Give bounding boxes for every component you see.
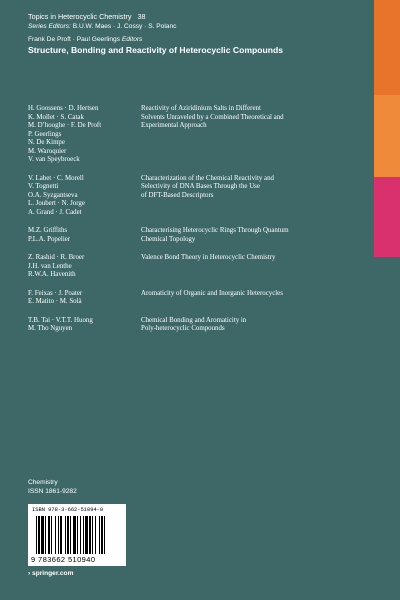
barcode-bar (77, 516, 78, 554)
contents-entry (28, 175, 373, 218)
author-line: J.H. van Lenthe (28, 262, 72, 270)
contents-entry (28, 290, 373, 307)
entry-authors (28, 105, 141, 165)
title-line: Chemical Bonding and Aromaticity in (141, 316, 247, 324)
author-line: Z. Rashid · R. Broer (28, 254, 85, 261)
author-line: H. Goossens · D. Hertsen (28, 105, 99, 112)
entry-authors (28, 254, 141, 280)
barcode-bar (48, 516, 50, 554)
issn-label: ISSN 1861-9282 (28, 488, 77, 495)
barcode-bar (85, 516, 88, 554)
cover-footer (28, 478, 178, 496)
entry-authors (28, 317, 141, 334)
barcode-bar (101, 516, 103, 554)
barcode-bars (36, 516, 120, 554)
entry-title (141, 227, 366, 244)
series-editors: B.U.W. Maes · J. Cossy · S. Polanc (72, 23, 177, 30)
author-line: M. Tho Nguyen (28, 325, 73, 332)
entry-authors (28, 175, 141, 218)
barcode-bar (83, 516, 84, 554)
title-line: Characterization of the Chemical Reactivity and (141, 174, 274, 182)
entry-authors (28, 227, 141, 244)
barcode-bar (104, 516, 105, 554)
isbn-label: ISBN 978-3-662-51094-0 (32, 507, 104, 513)
barcode-bar (41, 516, 44, 554)
barcode-bar (60, 516, 62, 554)
volume-editors: Frank De Proft · Paul Geerlings (28, 36, 120, 43)
barcode-bar (89, 516, 91, 554)
author-line: P.L.A. Popelier (28, 235, 71, 243)
author-line: F. Feixas · J. Poater (28, 289, 83, 297)
barcode-bar (67, 516, 69, 554)
barcode-bar (73, 516, 76, 554)
title-line: Experimental Approach (141, 122, 207, 129)
entry-authors (28, 290, 141, 307)
author-line: T.B. Tai · V.T.T. Huong (28, 316, 93, 324)
barcode-bar (45, 516, 46, 554)
title-line: Poly-heterocyclic Compounds (141, 325, 225, 332)
title-line: Solvents Unraveled by a Combined Theoretical and (141, 113, 284, 121)
author-line: R.W.A. Havenith (28, 271, 76, 278)
title-line: Aromaticity of Organic and Inorganic Heterocycles (141, 289, 283, 297)
entry-title (141, 317, 366, 334)
author-line: N. De Kimpe (28, 139, 65, 146)
barcode-bar (70, 516, 71, 554)
cover-header (28, 12, 368, 56)
entry-title (141, 254, 366, 280)
barcode-number: 9 783662 510940 (31, 555, 96, 564)
title-line: Reactivity of Aziridinium Salts in Different (141, 105, 261, 112)
barcode-bar (65, 516, 66, 554)
contents-entry (28, 227, 373, 244)
author-line: M.Z. Griffiths (28, 227, 68, 234)
barcode-bar (58, 516, 59, 554)
author-line: P. Geerlings (28, 130, 62, 138)
entry-title (141, 290, 366, 307)
barcode-bar (80, 516, 81, 554)
publisher-link[interactable]: › springer.com (28, 570, 74, 577)
accent-stripe-pink (374, 177, 400, 257)
volume-editors-line (28, 35, 368, 44)
barcode-bar (99, 516, 100, 554)
author-line: V. Tognetti (28, 183, 59, 190)
entry-title (141, 175, 366, 218)
author-line: A. Grand · J. Cadet (28, 208, 82, 216)
series-name: Topics in Heterocyclic Chemistry (28, 12, 132, 21)
contents-entry (28, 317, 373, 334)
contents-entry (28, 105, 373, 165)
barcode-bar (51, 516, 52, 554)
author-line: K. Mollet · S. Catak (28, 113, 84, 121)
title-line: Characterising Heterocyclic Rings Through Quantum (141, 227, 289, 234)
title-line: Valence Bond Theory in Heterocyclic Chemistry (141, 254, 276, 261)
accent-stripe-orange (374, 0, 400, 95)
accent-stripe-orange-light (374, 95, 400, 177)
title-line: of DFT-Based Descriptors (141, 191, 214, 199)
author-line: O.A. Syzgantseva (28, 191, 78, 199)
volume-editors-label: Editors (121, 36, 143, 43)
subject-label: Chemistry (28, 479, 58, 486)
barcode-bar (36, 516, 37, 554)
barcode-bar (92, 516, 93, 554)
barcode-bar (55, 516, 56, 554)
author-line: L. Joubert · N. Jorge (28, 200, 85, 207)
barcode-bar (38, 516, 40, 554)
series-editors-label: Series Editors: (28, 23, 71, 30)
volume-number: 38 (137, 12, 146, 21)
contents-entry (28, 254, 373, 280)
barcode-bar (95, 516, 96, 554)
author-line: V. Labet · C. Morell (28, 174, 84, 182)
title-line: Chemical Topology (141, 235, 196, 243)
title-line: Selectivity of DNA Bases Through the Use (141, 183, 260, 190)
series-line (28, 12, 368, 22)
author-line: V. van Speybroeck (28, 156, 80, 163)
barcode (28, 504, 126, 566)
entry-title (141, 105, 366, 165)
author-line: M. Waroquier (28, 147, 67, 155)
author-line: E. Matito · M. Solà (28, 298, 82, 305)
author-line: M. D’hooghe · F. De Proft (28, 122, 102, 129)
contents-list (28, 105, 373, 334)
book-title: Structure, Bonding and Reactivity of Heterocyclic Compounds (28, 45, 283, 55)
series-editors-line (28, 22, 368, 31)
